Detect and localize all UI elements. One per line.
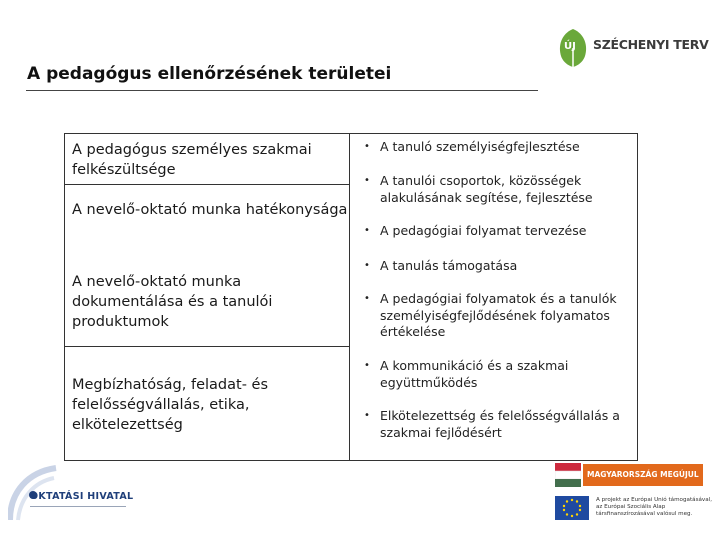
bullet-icon: • bbox=[364, 225, 370, 236]
institution-underline bbox=[30, 506, 126, 507]
eu-flag-icon bbox=[555, 496, 589, 520]
institution-name: OKTATÁSI HIVATAL bbox=[30, 491, 134, 502]
title-divider bbox=[26, 90, 538, 91]
bullet-icon: • bbox=[364, 175, 370, 186]
area-divider bbox=[65, 346, 349, 347]
eu-funding-note: A projekt az Európai Unió támogatásával, az Európai Szociális Alap társfinanszírozásával valósul meg. bbox=[596, 497, 712, 518]
area-item-2: A nevelő-oktató munka hatékonysága bbox=[72, 202, 348, 218]
badge-text: MAGYARORSZÁG MEGÚJUL bbox=[587, 470, 699, 479]
szechenyi-terv-logo bbox=[555, 28, 715, 68]
criteria-areas-box bbox=[64, 133, 350, 461]
magyarorszag-megujul-badge bbox=[555, 462, 705, 488]
brand-name: SZÉCHENYI TERV bbox=[593, 37, 709, 52]
page-title: A pedagógus ellenőrzésének területei bbox=[27, 64, 392, 84]
bullet-icon: • bbox=[364, 410, 370, 421]
brand-prefix: ÚJ bbox=[564, 41, 576, 52]
area-item-3: A nevelő-oktató munka dokumentálása és a tanulói produktumok bbox=[72, 274, 273, 330]
bullet-icon: • bbox=[364, 360, 370, 371]
area-item-1: A pedagógus személyes szakmai felkészültsége bbox=[72, 142, 312, 178]
bullet-icon: • bbox=[364, 141, 370, 152]
competence-list-box: • A tanuló személyiségfejlesztése • A tanulói csoportok, közösségek alakulásának segítése, fejlesztése • A pedagógiai folyamat tervezése • A tanulás támogatása • A pedagógiai folyamatok és a tanulók személyiségfejlődésének folyamatos értékelése • A kommunikáció és a szakmai együttműködés • Elkötelezettség és felelősségvállalás a szakmai fejlődésért bbox=[350, 133, 638, 461]
bullet-icon: • bbox=[364, 260, 370, 271]
hungarian-flag-icon bbox=[555, 463, 581, 487]
bullet-icon: • bbox=[364, 293, 370, 304]
area-divider bbox=[65, 184, 349, 185]
area-item-4: Megbízhatóság, feladat- és felelősségvállalás, etika, elkötelezettség bbox=[72, 377, 269, 433]
